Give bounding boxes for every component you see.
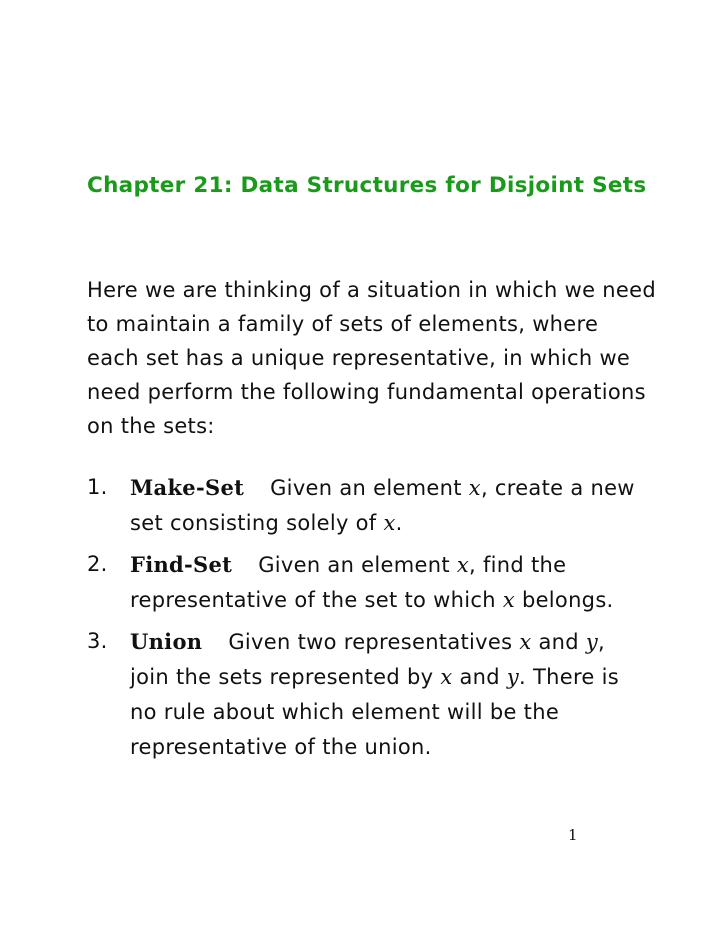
operation-make-set <box>87 470 647 541</box>
math-variable: x <box>519 630 532 654</box>
math-variable: x <box>456 553 470 577</box>
operation-text: belongs. <box>514 588 614 612</box>
operation-text: , create a new set consisting solely of <box>130 476 635 535</box>
operation-text: and <box>452 665 507 689</box>
operation-text: Given two representatives <box>228 630 520 654</box>
operation-text: , join the sets represented by <box>130 630 606 689</box>
operation-text: and <box>531 630 586 654</box>
math-variable: y <box>506 665 520 689</box>
math-variable: x <box>502 588 515 612</box>
operation-text: , find the representative of the set to which <box>130 553 567 612</box>
operation-name: Make-Set <box>130 475 245 500</box>
operations-list <box>87 470 647 771</box>
list-number: 1. <box>87 475 108 499</box>
math-variable: x <box>468 476 481 500</box>
operation-text: Given an element <box>258 553 457 577</box>
operation-union <box>87 624 647 765</box>
math-variable: x <box>440 665 453 689</box>
math-variable: x <box>383 511 396 535</box>
page-number: 1 <box>568 826 578 844</box>
operation-find-set <box>87 547 647 618</box>
operation-text: . There is no rule about which element will be the representative of the union. <box>130 665 619 759</box>
operation-text: Given an element <box>270 476 469 500</box>
list-number: 3. <box>87 629 108 653</box>
operation-name: Union <box>130 629 203 654</box>
intro-paragraph: Here we are thinking of a situation in which we need to maintain a family of sets of elements, where each set has a unique representative, in which we need perform the following fundamental operations on the sets: <box>87 278 656 438</box>
chapter-title: Chapter 21: Data Structures for Disjoint Sets <box>87 173 647 198</box>
math-variable: y <box>585 630 599 654</box>
operation-name: Find-Set <box>130 552 233 577</box>
operation-text: . <box>395 511 403 535</box>
list-number: 2. <box>87 552 108 576</box>
